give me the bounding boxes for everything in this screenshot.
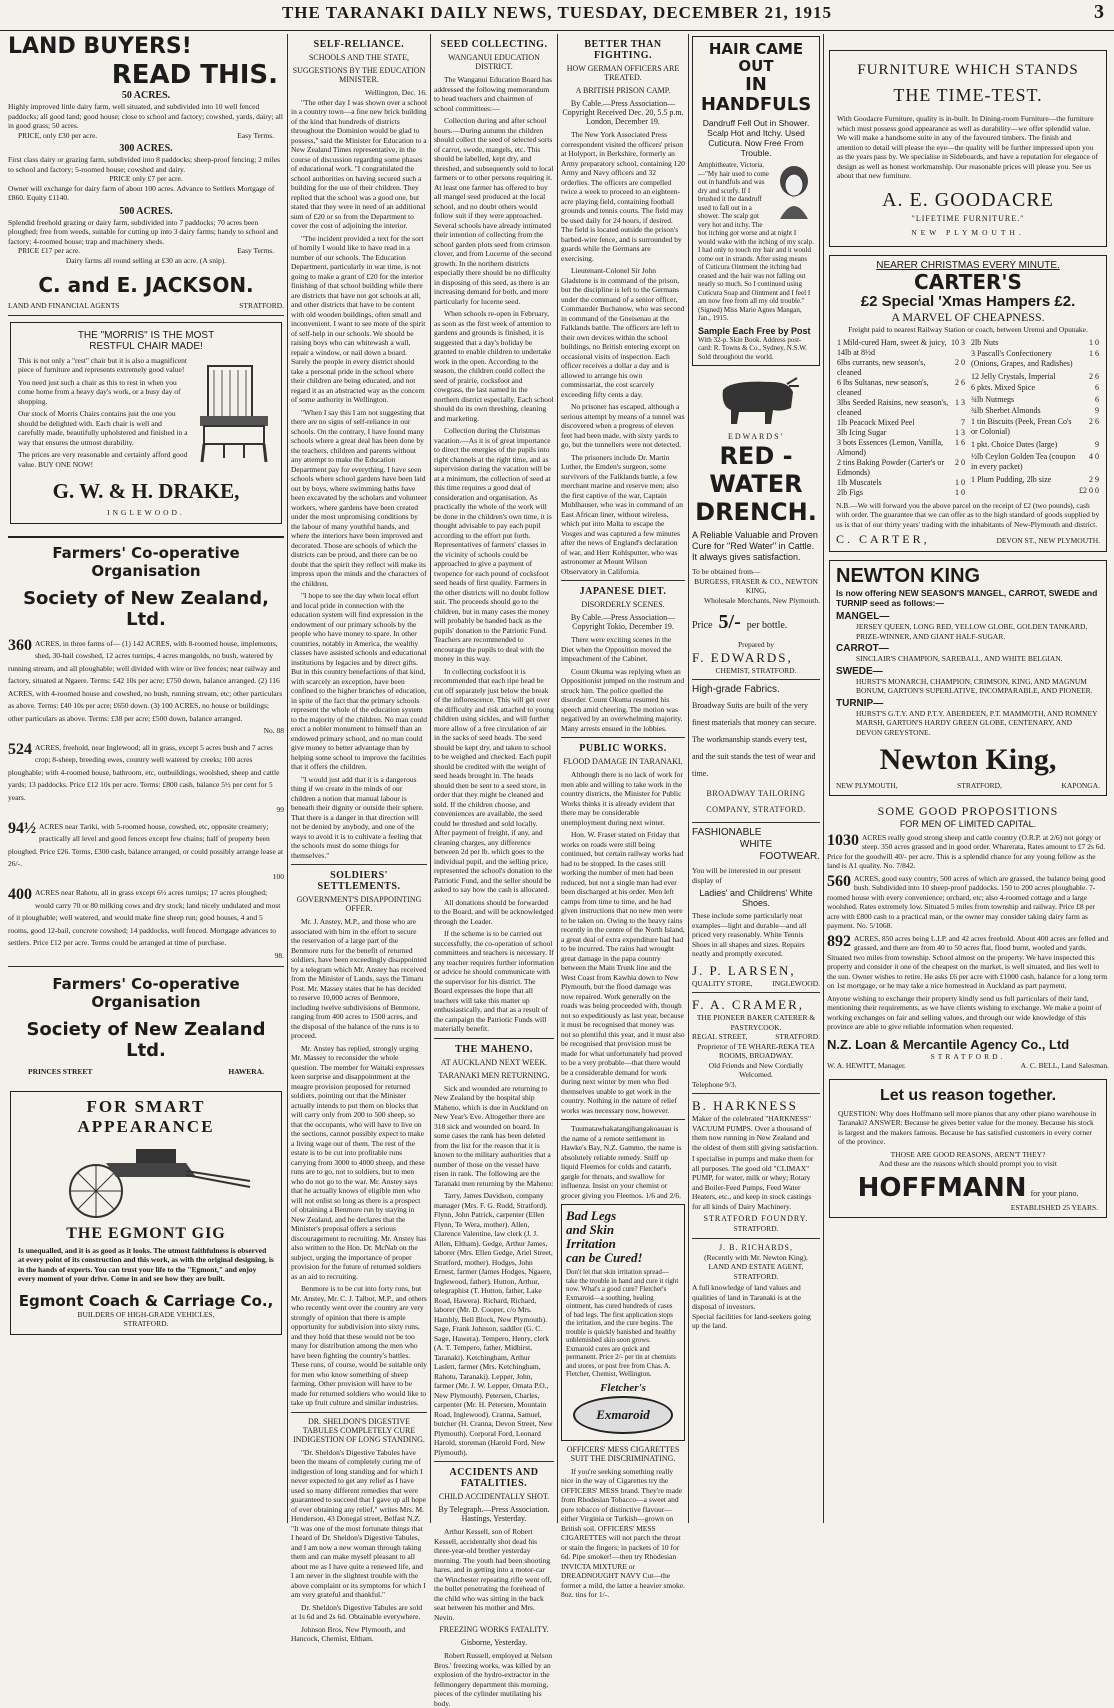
goodacre-slogan: "LIFETIME FURNITURE." — [911, 213, 1025, 223]
morris-subheadline: RESTFUL CHAIR MADE! — [89, 340, 203, 352]
masthead — [0, 0, 1114, 31]
broadway-tailoring-ad — [692, 684, 820, 818]
article-paragraph: "Dr. Sheldon's Digestive Tabules have been the means of completely curing me of indigestion of long standing and for which I never expected to get any relief as I have used so many different remedies that were guaranteed to succeed that I gave up all hope of ever obtaining any relief," writes Mrs. M. Henderson, 43 Donegal street, Belfast N.Z. "It was one of the most fortunate things that I heard of Dr. Sheldon's Digestive Tabules, and I am now a new woman through taking them and can make myself pleasant to all about me as I have quite a renewed life, and I am never in the slightest trouble with the above complaint or its symptoms for which I am very grateful and thankful." — [291, 1447, 426, 1599]
cramer-telephone: Telephone 9/3. — [692, 1079, 737, 1089]
hamper-item-price: 2 9 — [1089, 474, 1099, 484]
cuticura-body: Amphitheatre, Victoria.—"My hair used to come out in handfuls and was dry and scurfy. If I brushed it the dandruff used to fall out in a shower. The scalp got very hot and itchy. The hot itching got worse and at night I would wake with the itching of my scalp. I had only to touch my hair and it would come out in strands. After using means of Cuticura Ointment the itching had ceased and the hair was not falling out nearly so much. So I continued using Cuticura Soap and Ointment and I feel I am now free from all my old trouble." (Signed) Miss Marie Agnes Mangan, Jan., 1915. — [698, 161, 814, 322]
agent-name: C. and E. JACKSON. — [38, 273, 254, 297]
footwear-headline: FOOTWEAR. — [759, 851, 820, 862]
article-subheading: DISORDERLY SCENES. — [581, 600, 665, 609]
loan-town: STRATFORD. — [930, 1051, 1006, 1061]
article-subheading: Gisborne, Yesterday. — [460, 1638, 528, 1647]
article-subheading: OFFICERS' MESS CIGARETTES SUIT THE DISCRIMINATING. — [566, 1444, 680, 1463]
hamper-item-price: 4 0 — [1089, 451, 1099, 461]
read-this-headline: READ THIS. — [111, 60, 278, 90]
article-paragraph: Collection during and after school hours.—During autumn the children should collect the seed of selected sorts of carrot, swede, mangels, etc. This should be labelled, kept dry, and threshed, and subsequently sold to local farmers or to other persons requiring it. At least one farmer has offered to buy all mangel seed produced at the local school, and no doubt others would follow suit if they were approached. Several schools have already intimated their intention of collecting from the school garden plots seed from crimson clover, and from Lucerne of the second growth. In the northern districts especially there should be no difficulty in disposing of this seed, as there is an increasing demand for both, and more particularly for lucerne seed. — [434, 116, 554, 306]
article-subheading: FLOOD DAMAGE IN TARANAKI. — [563, 757, 683, 766]
listing-heading: 500 ACRES. — [119, 205, 173, 217]
hamper-item-price: 2 0 — [955, 457, 965, 467]
article-paragraph: "The incident provided a text for the sort of homily I would like to have read in a number of our schools. The Education Department, particularly in war time, is not going to make a grant of £20 for the interior finishing of that school building while there are districts that have not got schools at all, and other districts that have to be content with old wooden buildings, often small and inconvenient. I want to see more of the spirit of self-help in our schools. We should be raising boys who can whitewash a wall, repair a window, or nail down a board. Surely the people in every district should take a personal pride in the school where their children are being educated, and not regard it as an abstracted way as the concern of some authority in Wellington. — [291, 233, 426, 404]
hamper-item-price: 9 — [1095, 406, 1099, 416]
article-paragraph: The New York Associated Press correspondent visited the officers' prison at Holyport, in Berkshire, formerly an Army preparatory school, containing 120 Army and Navy officers and 32 orderlies. The officers are compelled twice a week to proceed to an eighteen-acre playing field, containing football grounds and tennis courts. The field may be used daily for 24 hours, if desired. The field is located outside the prison's barbed-wire fence, and is surrounded by guards while the Germans are exercising. — [561, 130, 685, 263]
drench-per: per bottle. — [746, 620, 788, 631]
agent-town: STRATFORD. — [239, 301, 284, 310]
farmers-listing: 400 ACRES near Rahotu, all in grass except 6½ acres turnips; 17 acres ploughed; would carry 70 or 80 milking cows and dry stock; land nicely undulated and most of it ploughable; well watered, and would make fine sheep run; good houses, 4 and 5 rooms, good 12-bail, concrete cowshed; 14 paddocks, well fenced. Mortgage advances to settlers. Price £12 per acre. Terms could be arranged at time of purchase. 98. — [8, 886, 284, 960]
richards-firm: J. B. RICHARDS, — [719, 1242, 793, 1252]
hamper-item — [970, 452, 1100, 475]
hamper-item-name: 1 pkt. Choice Dates (large) — [971, 440, 1058, 450]
harkness-town: STRATFORD. — [733, 1224, 779, 1233]
hoffmann-name: HOFFMANN — [857, 1172, 1027, 1203]
article-paragraph: "When I say this I am not suggesting that there are no signs of self-reliance in our schools. On the contrary, I have found many schools where a great deal has been done by the teachers, children and parents without any attempt to make the Education Department pay for everything. I have seen schools where school gardens have been laid out by boys, where swimming baths have been excavated by the scholars and volunteer workers, where gardens have been created under the most unpromising conditions by the labour of many youthful hands, and where the interiors have been improved and decorated. Those are schools of which the districts can be proud, and there can be no doubt that the spirit they reflect will make its impress upon the minds and the characters of the children. — [291, 407, 427, 588]
article-subheading: By Telegraph.—Press Association. Hastings, Yesterday. — [438, 1505, 550, 1523]
seed-varieties: HURST'S MONARCH, CHAMPION, CRIMSON, KING, AND MAGNUM BONUM, GARTON'S SUPERLATIVE, INCOMPARABLE, AND PIONEER. — [856, 676, 1093, 695]
goodacre-headline: FURNITURE WHICH STANDS — [857, 62, 1079, 78]
listing-heading: 300 ACRES. — [119, 143, 173, 154]
loan-listing: 892 ACRES, 850 acres being L.I.P. and 42 acres freehold. About 400 acres are felled and grassed, and there are from 40 to 50 acres flat, flood burnt, wooled and yards. Situated two miles from township. School almost on the property. We have inspected this property and consider it one of the cheapest on the market, is well situated, and lies well to the sun. Owner wishes to retire. He asks £6 per acre with £1000 cash, balance for a long term on 1st mortgage, or he may take a nice homestead in Auckland as part payment. — [827, 932, 1109, 990]
article-headline: JAPANESE DIET. — [579, 586, 667, 597]
gig-firm-subtitle: BUILDERS OF HIGH-GRADE VEHICLES, — [77, 1309, 215, 1319]
carter-freight: Freight paid to nearest Railway Station or coach, between Urenui and Opunake. — [848, 325, 1088, 334]
carter-items-right — [970, 338, 1100, 498]
hoffmann-body: And these are the reasons which should prompt you to visit — [879, 1159, 1057, 1168]
page-number: 3 — [1094, 1, 1104, 23]
article-headline: ACCIDENTS AND FATALITIES. — [449, 1467, 539, 1489]
article-paragraph: Count Okuma was replying when an Oppositionist jumped on the rostrum and struck him. The police quelled the disorder. Count Okuma resumed his speech amid cheering. The motion was negatived by an overwhelming majority. Many arrests ensued in the lobbies. — [561, 666, 685, 733]
drake-firm-name: G. W. & H. DRAKE, — [52, 479, 240, 503]
article-paragraph: Hon. W. Fraser stated on Friday that works on roads were still being continued, but certain railway works had had to be stopped. In the cases still working the number of men had been reduced, but not a single man had ever been discharged at his order. Men left camps from time to time, and he had given instructions that no new men were to be taken on. Owing to the heavy rains recently in the centre of the North Island, a great deal of extra expenditure had had to be incurred. The rains had wrought great damage in the papa country between the Main Trunk line and the West Coast from Kawhia down to New Plymouth, but the flood damage was now repaired. Work generally on the roads was being proceeded with, though not so expeditiously as last year, because it must be recognised that money was not so plentiful this year, and it must also be recognised that provision must be made for what unfortunately had proved to be a very probable—that there would be a considerable demand for work during next winter by men who fled themselves unable to get work in the country. Nothing in the nature of relief works was necessary now, however. — [561, 830, 685, 1115]
richards-body: Special facilities for land-seekers going up the land. — [692, 1311, 811, 1330]
hamper-item-name: 3lbs Seeded Raisins, new season's, cleaned — [837, 397, 949, 417]
drench-supplier-detail: Wholesale Merchants, New Plymouth. — [703, 595, 820, 605]
cuticura-ad — [692, 36, 820, 366]
drench-brand: EDWARDS' — [727, 432, 785, 441]
hamper-item-price: 1 0 — [955, 477, 965, 487]
fletchers-body: Don't let that skin irritation spread—take the trouble in hand and cure it right now. What's a good cure? Fletcher's Exmaroid—a soothing, healing ointment, has cured hundreds of cases of bad legs. The first application stops the irritation, and the cure begins. The trouble is quickly banished and healthy unblemished skin soon grows. Exmaroid cures are quick and permanent. Price 2/- per tin at chemists and stores, or post free from Chas. A. Fletcher, Chemist, Wellington. — [566, 1268, 679, 1378]
article-subheading: SUGGESTIONS BY THE EDUCATION MINISTER. — [292, 66, 426, 84]
article-subheading: DR. SHELDON'S DIGESTIVE TABULES COMPLETELY CURE INDIGESTION OF LONG STANDING. — [293, 1416, 425, 1444]
harkness-body: Maker of the celebrated "HARKNESS" VACUUM PUMPS. Over a thousand of them now running in New Zealand and the oldest of them still giving satisfaction. — [692, 1114, 819, 1152]
fletchers-headline: can be Cured! — [566, 1250, 643, 1265]
hamper-item-price: 2 6 — [1089, 371, 1099, 381]
hamper-item-name: 3lb Icing Sugar — [837, 427, 887, 437]
gig-body: Is unequalled, and it is as good as it looks. The utmost faithfulness is observed at every point of its construction and this work, as with the original designing, is in the hands of experts. You can trust your life to the "Egmont," and enjoy every moment of your drive. Come in and see how they are built. — [18, 1245, 274, 1283]
hamper-item-price: 1 6 — [1089, 348, 1099, 358]
cramer-town: STRATFORD. — [775, 1032, 820, 1041]
article-paragraph: In collecting cocksfoot it is recommended that each ripe head be cut off separately just below the break of the inflorescence. This will get over the difficulty and risk attached to young children using sickles, and will further more allow of a free circulation of air in the sacks of seed heads. The seed should be kept dry, and taken to school to be weighed and checked. Each pupil should be credited with the weight of seed heads brought in. The heads should then be sent to a seed store, in order that they might be cleaned and sold. If the children choose, and conveniences are available, the seed could be threshed and sold locally. After payment of freight, if any, and cleaning charges, any difference between 2d per lb. which goes to the individual pupil, and the selling price, represented the school's donation to the Patriotic Fund, and the seller should be asked to say how the cash is allocated. — [434, 666, 554, 894]
column-6 — [827, 34, 1109, 1523]
article-subheading: CHILD ACCIDENTALLY SHOT. — [438, 1492, 550, 1501]
cuticura-headline: HAIR CAME OUT — [708, 40, 804, 75]
article-subheading: A BRITISH PRISON CAMP. — [575, 86, 671, 95]
hamper-item-name: 2lb Nuts — [971, 337, 999, 347]
listing-price: PRICE only £7 per acre. — [109, 174, 183, 183]
article-paragraph: Mr. J. Anstey, M.P., and those who are associated with him in the effort to secure the reservation of a large part of the Benmore runs for the benefit of returned soldiers, have been exceedingly disappointed by a telegram which Mr. Anstey has received from the Minister of Lands, says the Timaru Post. Mr. Massey states that he has decided to reserve 10,000 acres of Benmore, including twelve subdivisions of Benmore, ranging from 400 acres to 1500 acres, and the disposal of the balance of the runs is to proceed. — [291, 917, 427, 1040]
article-headline: THE MAHENO. — [455, 1043, 533, 1055]
seed-varieties: JERSEY QUEEN, LONG RED, YELLOW GLOBE, GOLDEN TANKARD, PRIZE-WINNER, AND GIANT HALF-SUGAR. — [856, 622, 1088, 641]
seed-varieties: SINCLAIR'S CHAMPION, SAREBALL, AND WHITE BELGIAN. — [856, 654, 1063, 663]
article-subheading: FREEZING WORKS FATALITY. — [439, 1625, 549, 1634]
hamper-item — [970, 383, 1100, 394]
hamper-item-name: ½lb Ceylon Golden Tea (coupon in every packet) — [971, 451, 1076, 471]
harkness-foundry: STRATFORD FOUNDRY. — [703, 1214, 809, 1223]
hamper-item — [836, 358, 966, 378]
fabrics-body: Broadway Suits are built of the very finest materials that money can secure. The workmanship stands every test, and the suit stands the test of wear and time. — [692, 701, 817, 778]
cramer-firm: F. A. CRAMER, — [692, 997, 805, 1012]
article-paragraph: Tarry, James Davidson, company manager (Mrs. F. G. Rodd, Stratford). Flynn, John Patrick, carpenter (Ellen Flynn, Te Wera, mother). Allen, Clarence Valentine, law clerk (J. J. Allen, Eltham). Gedge, Arthur James, laborer (Mrs. Ellen Gedge, Ariel Street, Stratford, mother). Hodges, John Ernest, farmer (James Hodges, Ngaere, Inglewood, father). Hutton, Arthur, telegraphist (T. Hutton, father, Lake Road, Hawera). Richard, Richard, laborer (Mr. D. Cooper, c/o Mrs. Hambly, Bell Block, New Plymouth). Sage, Frank Johnson, saddler (G. C. Sage, Hawera). Tempero, Henry, clerk (A. T. Tempero, father, Midhirst, Taranaki). Ketchingham, Arthur Laslett, farmer (Mrs. Ketchingham, Rahotu, Taranaki). Lepper, John, farmer (Mr. J. W. Lepper, Omata P.O., New Plymouth). Petersen, Charles, carpenter (Mr. H. Petersen, Mountain Road, Inglewood). Cranna, Samuel, butcher (H. Cranna, Devon Street, New Plymouth). Corporal Ford, Leonard Harold, storeman (Harold Ford, New Plymouth). — [434, 1191, 553, 1457]
article-dateline: Wellington, Dec. 16. — [364, 88, 427, 97]
column-3 — [434, 34, 554, 1708]
larsen-town: INGLEWOOD. — [772, 978, 820, 988]
article-paragraph: The Wanganui Education Board has addressed the following memorandum to head teachers and chairmen of school committees:— — [434, 75, 552, 113]
article-subheading: By Cable.—Press Association—Copyright Received Dec. 20, 5.5 p.m. London, December 19. — [562, 99, 684, 126]
drench-price-label: Price — [692, 620, 713, 631]
morris-body: Our stock of Morris Chairs contains just the one you should be delighted with. Each chair is well and carefully made, beautifully upholstered and finished in a way that ensures the utmost durability. — [18, 409, 188, 447]
hamper-item-name: ¾lb Nutmegs — [971, 394, 1015, 404]
hamper-item-price: 1 3 — [955, 427, 965, 437]
hamper-item-name: 1 Plum Pudding, 2lb size — [971, 474, 1052, 484]
richards-trade: LAND AND ESTATE AGENT, — [708, 1262, 804, 1271]
cuticura-headline: IN HANDFULS — [700, 74, 812, 115]
hamper-item-price: 1 3 — [955, 397, 965, 407]
article-paragraph: Sick and wounded are returning to New Zealand by the hospital ship Maheno, which is due in Auckland on New Year's Eve. Altogether there are 318 sick and wounded on board. In some cases the rank has been deleted from the list for the reason that it is known to the military authorities that a number of those on the vessel have risen in rank. The following are the Taranaki men returning by the Maheno: — [434, 1083, 554, 1188]
column-4 — [561, 34, 685, 1599]
hamper-item-name: 6 pkts. Mixed Spice — [971, 383, 1035, 393]
hamper-item — [970, 486, 1100, 498]
listing-body: Highly improved little dairy farm, well situated, and subdivided into 10 well fenced paddocks; all good land; good house; close to school and factory; cowshed, yards, dairy; all in good grass; 50 acres. — [8, 102, 283, 130]
newton-king-signature: Newton King, — [879, 743, 1057, 776]
newton-king-intro: Is now offering NEW SEASON'S MANGEL, CARROT, SWEDE and TURNIP seed as follows:— — [836, 588, 1098, 608]
nz-loan-ad — [827, 804, 1109, 1071]
newton-king-ad — [829, 560, 1107, 796]
article-paragraph: Arthur Kessell, son of Robert Kessell, accidentally shot dead his three-year-old brother yesterday morning. The youth had been shooting hares, and in getting into a motor-car the Winchester repeating rifle went off, the bullet penetrating the forehead of the child who was sitting in the back seat between his mother and Mrs. Nevin. — [434, 1527, 552, 1622]
drake-town: INGLEWOOD. — [107, 508, 185, 517]
masthead-title: THE TARANAKI DAILY NEWS, TUESDAY, DECEMBER 21, 1915 — [281, 3, 833, 22]
hamper-item-name: 3 bots Essences (Lemon, Vanilla, Almond) — [837, 437, 944, 457]
richards-ad — [692, 1243, 820, 1331]
hamper-item-price: 2 0 — [955, 357, 965, 367]
fletchers-headline: Bad Legs — [566, 1208, 617, 1223]
hoffmann-headline: Let us reason together. — [879, 1086, 1057, 1104]
loan-listing: 1030 ACRES really good strong sheep and cattle country (O.R.P. at 2/6) not gorgy or steep. 350 acres grassed and in good order. Wharerata, Rates amount to £7 2s 6d. Price for the goodwill 40/- per acre. This is a splendid chance for any young fellow as the land is A1 quality. No. 7/842. — [827, 831, 1106, 870]
drench-supplier: BURGESS, FRASER & CO., NEWTON KING, — [694, 576, 818, 595]
hamper-item — [836, 418, 966, 428]
farmers-listing: 524 ACRES, freehold, near Inglewood; all in grass, except 5 acres bush and 7 acres crop; 8-sheep, breeding ewes, country well watered by creeks; 100 acres ploughable; with 4-roomed house, bathroom, etc, outbuildings, woolshed, sheep and cattle yards; 13 paddocks. Price £12 10s per acre. Terms: £800 cash, balance 5½ per cent for 5 years. 99 — [8, 740, 284, 814]
morris-body: The prices are very reasonable and certainly afford good value. BUY ONE NOW! — [18, 450, 188, 469]
drench-prepared-by: Prepared by — [737, 640, 775, 649]
gig-carriage-illustration — [36, 1141, 256, 1221]
article-paragraph: Lieutenant-Colonel Sir John Gladstone is in command of the prison, but the discipline is left to the Germans under the command of a senior officer, Commander Buchanow, who was second in command of the Gneisenau at the Falklands battle. The officers are left to their own devices within the school buildings, no British entering except on occasional visits of inspection. Each officer receives a dollar a day and is allowed to arrange his own commissariat, the cost scarcely exceeding fifty cents a day. — [561, 266, 685, 399]
article-paragraph: If you're seeking something really nice in the way of Cigarettes try the OFFICERS' MESS brand. They're made from Rhodesian Tobacco—a sweet and pure tobacco of distinctive flavour—either Virginia or Turkish—grown on British soil. OFFICERS' MESS CIGARETTES will not parch the throat or stain the fingers; in packets of 10 for 6d. Pipe smoker!—then try Rhodesian INVICTA MIXTURE or DREADNOUGHT NAVY Cut—the former a mild, the latter a heavier smoke. 8oz. tins for 1/-. — [561, 1466, 685, 1599]
cramer-proprietor: Proprietor of TE WHARE-REKA TEA ROOMS, BROADWAY. — [697, 1041, 815, 1060]
article-subheading: SCHOOLS AND THE STATE, — [308, 53, 410, 62]
hamper-item-price: 6 — [1095, 383, 1099, 393]
article-paragraph: No prisoner has escaped, although a serious attempt by means of a tunnel was discovered when a progress of eleven feet had been made, with sixty yards to go, but the tunnellers were not detected. — [561, 402, 685, 449]
article-paragraph: Johnson Bros, New Plymouth, and Hancock, Chemist, Eltham. — [291, 1624, 406, 1643]
article-paragraph: When schools re-open in February, as soon as the first week of attention to gardens and grounds is finished, it is suggested that a day's holiday be granted to enable children to undertake work in the open. According to the season, the children could collect the seed of prairie, cocksfoot and cowgrass, the last named in the northern district especially. Each school should do its own threshing, cleaning and marketing. — [434, 309, 554, 423]
column-5 — [692, 34, 820, 1523]
fabrics-firm: BROADWAY TAILORING COMPANY, STRATFORD. — [706, 789, 806, 814]
hamper-item-name: 3 Pascall's Confectionery (Onions, Grapes, and Radishes) — [971, 348, 1073, 368]
hamper-item-name: 1lb Peacock Mixed Peel — [837, 417, 915, 427]
hamper-item-price: 6 — [1095, 394, 1099, 404]
hamper-item — [836, 428, 966, 438]
article-subheading: By Cable.—Press Association—Copyright Tokio, December 19. — [570, 613, 676, 631]
seed-category: SWEDE— — [836, 665, 883, 677]
morris-body: You need just such a chair as this to rest in when you come home from a heavy day's work, or a busy day of shopping. — [18, 377, 181, 406]
richards-subtitle: (Recently with Mr. Newton King), — [704, 1252, 808, 1262]
bull-illustration — [711, 372, 801, 428]
hamper-item-price: 7 — [961, 417, 965, 427]
carter-items-left — [836, 338, 966, 498]
article-paragraph: If the scheme is to be carried out successfully, the co-operation of school committees and teachers is necessary. If any teacher requires further information or advice he should communicate with the supervisor for his district. The Board expresses the hope that all teachers will take this matter up enthusiastically, and that as a result of the campaign the Patriotic Funds will materially benefit. — [434, 929, 554, 1033]
article-subheading: TARANAKI MEN RETURNING. — [438, 1070, 550, 1080]
loan-salesman: A. C. BELL, Land Salesman. — [1020, 1061, 1109, 1070]
article-paragraph: Mr. Anstey has replied, strongly urging Mr. Massey to reconsider the whole question. The member for Waitaki expresses keen surprise and disappointment at the meagre provision proposed for returned soldiers, pointing out that the Minister actually intends to put them on blocks that will carry only from 200 to 500 sheep, so that the occupants, who will have to live on the sections, cannot possibly expect to make a living wage out of them. The rest of the estate is to be cut into profitable runs carrying from 3000 to 4000 sheep, and these runs are to go, not to soldiers, but to men who do not go to the war. Mr. Anstey says that he actually knows of eligible men who will not enlist so long as there is a prospect of obtaining a Benmore run by staying in New Zealand, and he declares that the Minister's proposal offers a serious discouragement to recruiting. Mr. Anstey has also written to the Hon. Dr. McNab on the subject, urging the importance of proper provision for the future of returned soldiers as an aid to recruiting. — [291, 1043, 427, 1281]
hoffmann-tagline: for your piano. — [1030, 1188, 1079, 1198]
farmers-listing: 94½ ACRES near Tariki, with 5-roomed house, cowshed, etc, opposite creamery; practically all level and good fences except few chains; half of property been ploughed. Price £26. Terms, £300 cash, balance arranged, or could possibly arrange lease at 26/-. 100 — [8, 819, 284, 881]
cramer-note: Old Friends and New Cordially Welcomed. — [708, 1060, 804, 1079]
article-paragraph: Collection during the Christmas vacation.—As it is of great importance to direct the energies of the pupils into right channels at the right time, and as supervision during the vacation will be at a minimum, the collection of seed at this time requires a good deal of consideration and organisation. As practically the whole of the work will be done in the children's own time, it is thought advisable to pay each pupil according to the effort put forth. Representatives of farmers' classes in the vicinity of schools could be approached to give a payment of twopence for each pound of cocksfoot seed heads of first quality. Farmers in the other districts will no doubt follow suit. The proceeds should go to the children, but in many cases the money will probably be handed back as the pupils' donation to the Patriotic Fund. Teachers are recommended to encourage the pupils to deal with the money in this way. — [434, 426, 552, 663]
hamper-item — [836, 458, 966, 478]
article-paragraph: Although there is no lack of work for men able and willing to take work in the country districts, the Minister for Public Works thinks it is already evident that there may be considerable unemployment during next winter. — [561, 770, 683, 827]
morris-body: This is not only a "rest" chair but it is also a magnificent piece of furniture and represents extremely good value! — [18, 355, 188, 374]
hoffmann-body: THOSE ARE GOOD REASONS, AREN'T THEY? — [890, 1149, 1046, 1159]
carter-hampers-ad — [829, 255, 1107, 552]
article-paragraph: Benmore is to be cut into forty runs, but Mr. Anstey, Mr. C. J. Talbot, M.P., and others who recently went over the country are very strongly of opinion that there is ample opportunity for subdivision into sixty runs, and they hold that these would not be too many for distribution among the men who have been fighting the country's battles. These runs, of course, would be suitable only for men who know something of sheep farming. Other provision will have to be made for returned soldiers who would like to take up fruit culture and similar industries. — [291, 1284, 428, 1407]
footwear-headline: FASHIONABLE — [692, 827, 762, 838]
hamper-item-price: 2 6 — [1089, 417, 1099, 427]
hamper-item — [836, 398, 966, 418]
article-subheading: HOW GERMAN OFFICERS ARE TREATED. — [566, 64, 680, 82]
gig-firm-name: Egmont Coach & Carriage Co., — [18, 1291, 274, 1310]
footwear-body: Ladies' and Childrens' White Shoes. — [699, 888, 813, 908]
fletchers-ad — [561, 1204, 685, 1441]
article-paragraph: "I hope to see the day when local effort and local pride in connection with the education system will find expression in the endowment of our primary schools by the people who have money to spare. In other countries, notably in America, the wealthy classes have assisted schools and educational institutions by legacies and by direct gifts. But in this country benefactions of that kind, with scarcely an exception, have been confined to the higher branches of education, in spite of the fact that the primary schools represent the whole of the education system to the majority of the children. No man could erect a nobler monument to himself than an endowed primary school, and no man could give money to better advantage than by helping some school to improve the facilities that it offers the children. — [291, 591, 428, 771]
hamper-item — [836, 438, 966, 458]
listing-price: PRICE, only £30 per acre. — [18, 130, 98, 140]
footwear-body: These include some particularly neat examples—light and durable—and all priced very reasonably. White Tennis Shoes in all shapes and sizes. Repairs neatly and promptly executed. — [692, 911, 807, 958]
article-paragraph: All donations should be forwarded to the Board, and will be acknowledged through the Leader. — [434, 897, 554, 926]
listing-body: Splendid freehold grazing or dairy farm, subdivided into 7 paddocks; 70 acres been ploughed; free from weeds, suitable for cutting up into 3 dairy farms; handy to school and factory; 4-roomed house; trap and machinery sheds. — [8, 217, 278, 246]
hamper-item-price: 1 6 — [955, 437, 965, 447]
seed-category: CARROT— — [836, 643, 889, 654]
richards-town: STRATFORD. — [733, 1271, 779, 1281]
hamper-item — [970, 395, 1100, 406]
article-paragraph: There were exciting scenes in the Diet when the Opposition moved the impeachment of the Cabinet. — [561, 635, 672, 663]
farmers-coop-subheadline: Society of New Zealand, Ltd. — [23, 587, 269, 630]
goodacre-furniture-ad — [829, 50, 1107, 247]
goodacre-town: NEW PLYMOUTH. — [911, 227, 1025, 237]
egmont-gig-ad — [10, 1091, 282, 1335]
listing-heading: 50 ACRES. — [121, 90, 171, 101]
newton-king-branch: STRATFORD, — [957, 781, 1002, 790]
harkness-firm: B. HARKNESS — [692, 1098, 798, 1113]
hamper-item-name: 2 tins Baking Powder (Carter's or Edmonds) — [837, 457, 944, 477]
land-buyers-ad — [8, 34, 284, 311]
newton-king-branch: NEW PLYMOUTH, — [836, 781, 898, 790]
hamper-item — [970, 406, 1100, 417]
drench-tagline: A Reliable Valuable and Proven Cure for "Red Water" in Cattle. It always gives satisfaction. — [692, 530, 818, 562]
hamper-item — [970, 440, 1100, 451]
hamper-item-price: 10 3 — [951, 337, 965, 347]
drench-chemist: F. EDWARDS, — [692, 649, 793, 665]
article-headline: SOLDIERS' SETTLEMENTS. — [317, 870, 401, 892]
carter-note: N.B.—We will forward you the above parcel on the receipt of £2 (two pounds), cash with order. The guarantee that we can offer as to the high standard of goods supplied by us is that of our thirty years' trading with the inhabitants of New-Plymouth and district. — [836, 500, 1100, 529]
loan-manager: W. A. HEWITT, Manager. — [827, 1061, 906, 1070]
farmers-listing: 360 ACRES, in three farms of— (1) 142 ACRES, with 8-roomed house, implements, shed, 30-bail cowshed, 12 acres turnips, 4 acres mangolds, no bush, watered by running stream, and all ploughable; well divided with wire or live fences; near railway and factory, situated at Ngaere. Terms: £42 10s per acre; £750 down, balance arranged. (2) 116 ACRES, with 4-roomed house and cowshed, no bush, running stream, etc; other particulars as above. Terms: £40 10s per acre; £650 down. (3) 100 ACRES, no house or buildings; other particulars as above. Terms: £38 per acre; £500 down, balance arranged. No. 88 — [8, 636, 284, 735]
seed-category: TURNIP— — [836, 697, 884, 709]
hamper-item — [836, 338, 966, 358]
hoffmann-piano-ad — [829, 1079, 1107, 1219]
hamper-item-price: 9 — [1095, 440, 1099, 450]
red-water-drench-ad — [692, 372, 820, 675]
goodacre-firm: A. E. GOODACRE — [882, 188, 1054, 211]
farmers-coop-headline: Farmers' Co-operative Organisation — [52, 975, 240, 1011]
hamper-item-name: 2lb Figs — [837, 487, 864, 497]
carter-topline: NEARER CHRISTMAS EVERY MINUTE. — [876, 260, 1060, 271]
cramer-ad — [692, 997, 820, 1089]
morris-headline: THE "MORRIS" IS THE MOST — [77, 329, 215, 341]
loan-body: Anyone wishing to exchange their property kindly send us full particulars of their land, mentioning their requirements, as we have clients wishing to exchange. We make a point of working exchanges on fair and selling values, and through our wide knowledge of this province are able to give reliable information when requested. — [827, 993, 1102, 1031]
cuticura-sample-detail: With 32-p. Skin Book. Address post-card: R. Towns & Co., Sydney, N.S.W. Sold throughout the world. — [698, 335, 807, 361]
listing-note: Owner will exchange for dairy farm of about 100 acres. Advance to Settlers Mortgage of £860. Equity £1140. — [8, 183, 275, 202]
farmers-town: HAWERA. — [228, 1067, 264, 1076]
seed-varieties: HURST'S G.T.Y. AND P.T.Y. ABERDEEN, P.T. MAMMOTH, AND ROMNEY MARSH, GARTON'S HARDY GREEN GLOBE, CENTENARY, AND DEVON GREYSTONE. — [856, 708, 1098, 737]
carter-subheadline: A MARVEL OF CHEAPNESS. — [891, 310, 1045, 324]
loan-headline: SOME GOOD PROPOSITIONS — [877, 803, 1059, 818]
article-headline: SEED COLLECTING. — [440, 39, 548, 50]
cuticura-tagline: Dandruff Fell Out in Shower. Scalp Hot and Itchy. Used Cuticura. Now Free From Trouble. — [702, 118, 810, 158]
cuticura-sample: Sample Each Free by Post — [698, 325, 811, 336]
fleemos-notice: Tuumatawhakatangihangakoauau is the name of a remote settlement in Hawke's Bay, N.Z. Gammo, the name is absolutely reliable remedy. Sniff up liquid Fleemos for colds and catarrh, gargle for throats, and swallow for influenza. Insist on your chemist or grocer giving you Fleemos. 1/6 and 2/6. — [561, 1124, 682, 1200]
hamper-item — [836, 378, 966, 398]
article-subheading: GOVERNMENT'S DISAPPOINTING OFFER. — [296, 895, 422, 913]
listing-body: First class dairy or grazing farm, subdivided into 8 paddocks; sheep-proof fencing; 2 miles to school and factory; 5-roomed house; cowshed and dairy. — [8, 155, 281, 174]
hamper-item-name: 1 tin Biscuits (Peek, Frean Co's or Colonial) — [971, 417, 1072, 437]
hamper-item — [970, 417, 1100, 440]
hamper-item-name: 1 Mild-cured Ham, sweet & juicy, 14lb at 8½d — [837, 337, 947, 357]
carter-firm: C. CARTER, — [836, 532, 930, 546]
column-2 — [291, 34, 428, 1643]
hamper-item-price: 1 0 — [955, 487, 965, 497]
footwear-body: You will be interested in our present display of — [692, 866, 801, 885]
drench-chemist-detail: CHEMIST, STRATFORD. — [715, 665, 797, 675]
article-paragraph: "The other day I was shown over a school in a country town—a fine new brick building of the kind that hundreds of districts throughout the Dominion would be glad to possess," said the Minister for Education to a New Zealand Times representative, in the course of discussion regarding some phases of educational work. "I congratulated the school authorities on having secured such a building for the use of their children. They replied that the school was a good one, but stated that they were in need of an additional sum of £20 or so from the Department to cover the cost of adjoining the interior. — [291, 97, 427, 230]
article-paragraph: "I would just add that it is a dangerous thing if we create in the minds of our children a notion that manual labour is beneath their dignity or outside their sphere. That there is a danger in that direction will not be denied by anybody, and one of the ways to avoid it is to cultivate a feeling that the schools must do some things for themselves." — [291, 774, 424, 860]
hamper-item — [836, 478, 966, 488]
goodacre-subheadline: THE TIME-TEST. — [893, 85, 1043, 105]
farmers-coop-headline: Farmers' Co-operative Organisation — [52, 543, 240, 580]
cramer-street: REGAL STREET, — [692, 1032, 748, 1041]
larsen-footwear-ad — [692, 827, 820, 988]
fletchers-headline: and Skin — [566, 1222, 615, 1237]
carter-address: DEVON ST., NEW PLYMOUTH. — [996, 536, 1100, 545]
larsen-firm-subtitle: QUALITY STORE, — [692, 978, 753, 988]
listing-note: Dairy farms all round selling at £30 an acre. (A snip). — [65, 255, 227, 265]
article-paragraph: The prisoners include Dr. Martin Luther, the Emden's surgeon, some survivors of the Falklands battle, a few merchant marine and reserve men; also the first captive of the war, Captain Muhlhauser, who was in command of an East African liner, without wireless, which put into Malta to escape the Vosges and was captured a few minutes after the news of England's declaration of war, and Herr Kohlsputter, who was astronomer at Mount Wilson Observatory in California. — [561, 452, 683, 576]
farmers-coop-ad — [8, 536, 284, 1077]
hamper-item-price: £2 0 0 — [1079, 485, 1099, 495]
article-subheading: AT AUCKLAND NEXT WEEK. — [440, 1057, 548, 1067]
listing-terms: Easy Terms. — [237, 130, 274, 140]
harkness-ad — [692, 1098, 820, 1234]
carter-name: CARTER'S — [914, 270, 1022, 294]
exmaroid-tin-label: Exmaroid — [596, 1406, 650, 1422]
hamper-item — [970, 475, 1100, 486]
fletchers-headline: Irritation — [566, 1236, 616, 1251]
article-headline: PUBLIC WORKS. — [579, 743, 667, 754]
column-1 — [8, 34, 284, 1523]
fletchers-brand: Fletcher's — [600, 1381, 646, 1394]
listing-price: PRICE £17 per acre. — [18, 246, 81, 255]
drench-price: 5/- — [718, 611, 741, 633]
hamper-item-name: ¾lb Sherbet Almonds — [971, 406, 1041, 416]
carter-headline: £2 Special 'Xmas Hampers £2. — [860, 293, 1076, 310]
hamper-item-name: 6lbs currants, new season's, cleaned — [837, 357, 926, 377]
loan-firm: N.Z. Loan & Mercantile Agency Co., Ltd — [827, 1036, 1070, 1052]
woman-portrait-illustration — [774, 163, 814, 219]
hamper-item-price: 2 6 — [955, 377, 965, 387]
exmaroid-tin — [573, 1396, 673, 1434]
article-subheading: WANGANUI EDUCATION DISTRICT. — [448, 53, 540, 71]
fabrics-headline: High-grade Fabrics. — [692, 684, 780, 695]
seed-category: MANGEL— — [836, 611, 890, 622]
hoffmann-established: ESTABLISHED 25 YEARS. — [1010, 1202, 1098, 1212]
harkness-body: I specialise in pumps and make them for all purposes. The good old "CLIMAX" PUMP, for water, milk or whey; Rotary and Boiler-Feed Pumps, Feed Water Heaters, etc., and keep in stock castings for all kinds of Dairy Machinery. — [692, 1154, 814, 1211]
cramer-subtitle: THE PIONEER BAKER CATERER & PASTRYCOOK. — [696, 1013, 816, 1032]
gig-firm-town: STRATFORD. — [123, 1319, 169, 1328]
drench-from: To be obtained from— — [692, 567, 761, 576]
agent-subtitle: LAND AND FINANCIAL AGENTS — [8, 301, 120, 310]
gig-headline: FOR SMART APPEARANCE — [77, 1096, 215, 1136]
hamper-item-name — [970, 486, 1078, 498]
hamper-item — [836, 488, 966, 498]
hamper-item — [970, 349, 1100, 372]
listing-terms: Easy Terms. — [237, 246, 274, 255]
hamper-item-name: 1lb Muscatels — [837, 477, 882, 487]
footwear-headline: WHITE — [739, 839, 773, 850]
drench-headline: RED - WATER — [709, 442, 803, 498]
gig-name: THE EGMONT GIG — [66, 1224, 226, 1242]
morris-chair-ad — [10, 322, 282, 524]
article-paragraph: Dr. Sheldon's Digestive Tabules are sold at 1s 6d and 2s 6d. Obtainable everywhere. — [291, 1602, 423, 1621]
land-buyers-headline: LAND BUYERS! — [8, 34, 192, 59]
hamper-item-name: 6 lbs Sultanas, new season's, cleaned — [837, 377, 929, 397]
loan-subheadline: FOR MEN OF LIMITED CAPITAL. — [899, 818, 1037, 829]
hamper-item — [970, 338, 1100, 349]
article-paragraph: Robert Russell, employed at Nelson Bros.' freezing works, was killed by an explosion of the hydro-extractor in the fellmongery department this morning, pieces of the cylinder mutilating his body. — [434, 1651, 553, 1708]
richards-body: A full knowledge of land values and qualities of land in Taranaki is at the disposal of investors. — [692, 1283, 802, 1311]
hamper-item-name: 12 Jelly Crystals, Imperial — [971, 371, 1056, 381]
farmers-coop-subheadline: Society of New Zealand Ltd. — [26, 1019, 266, 1061]
article-headline: SELF-RELIANCE. — [313, 39, 405, 50]
larsen-firm: J. P. LARSEN, — [692, 962, 796, 978]
loan-listing: 560 ACRES, good easy country, 500 acres of which are grassed, the balance being good bush. Subdivided into 10 sheep-proof paddocks. 150 to 200 acres ploughable. 7-roomed house with every convenience; orchard, etc; also 4-roomed cottage and a large woolshed. Rates extremely low. Situated 5 miles from township and railway. Price £8 per acre with £800 cash to a practical man, or the owner may consider taking dairy farm as payment. No. 5/1068. — [827, 872, 1106, 930]
hamper-item — [970, 372, 1100, 383]
drench-headline: DRENCH. — [695, 498, 817, 526]
article-headline: BETTER THAN FIGHTING. — [584, 39, 662, 61]
newton-king-headline: NEWTON KING — [836, 565, 981, 587]
newton-king-branch: KAPONGA. — [1061, 781, 1100, 790]
hoffmann-body: QUESTION: Why does Hoffmann sell more pianos that any other piano warehouse in Taranaki? ANSWER: Because he gives better value for the money. Because his stock is largest and the makers famous. Because he has satisfied customers in every corner of the province. — [838, 1108, 1097, 1146]
morris-chair-illustration — [194, 358, 274, 468]
farmers-address: PRINCES STREET — [28, 1067, 93, 1076]
goodacre-body: With Goodacre Furniture, quality is in-built. In Dining-room Furniture—the furniture which must possess good appearance as well as durability—we offer splendid value. We will make a handsome suite in any of the favoured timbers. The finish and attention to detail will please the eye—the quality will be further impressed upon you as the years pass by. We specialise in Sideboards, and have a reputation for elegance of design as well as honest workmanship. Our reasonable prices will please you. See us about that new furniture. — [837, 114, 1098, 180]
hamper-item-price: 1 0 — [1089, 337, 1099, 347]
